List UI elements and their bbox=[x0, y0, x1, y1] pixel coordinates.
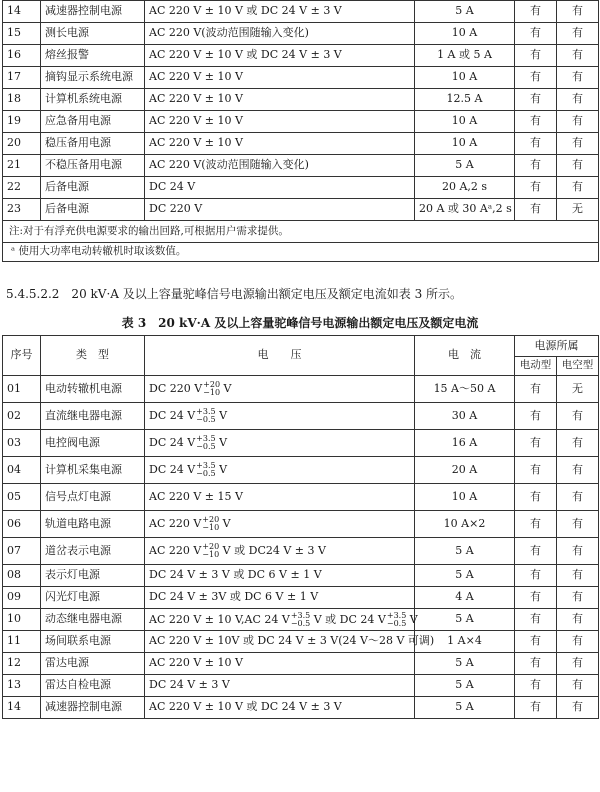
row-type: 减速器控制电源 bbox=[41, 697, 145, 719]
row-dian-dong: 有 bbox=[515, 484, 557, 511]
voltage-tolerance-upper: +3.5 bbox=[196, 461, 216, 470]
row-type: 电控阀电源 bbox=[41, 430, 145, 457]
row-current: 10 A bbox=[415, 23, 515, 45]
row-current: 20 A 或 30 Aᵃ,2 s bbox=[415, 199, 515, 221]
row-dian-kong: 有 bbox=[557, 538, 599, 565]
table-row bbox=[3, 565, 599, 587]
row-dian-kong: 有 bbox=[557, 587, 599, 609]
voltage-tail-2: V bbox=[406, 612, 418, 626]
voltage-tolerance-2 bbox=[387, 612, 406, 628]
table-continued bbox=[2, 0, 599, 262]
row-type: 计算机采集电源 bbox=[41, 457, 145, 484]
row-no: 12 bbox=[3, 653, 41, 675]
table-row bbox=[3, 199, 599, 221]
row-no: 13 bbox=[3, 675, 41, 697]
table-continued-body bbox=[3, 1, 599, 262]
table-row bbox=[3, 155, 599, 177]
row-current: 20 A bbox=[415, 457, 515, 484]
row-type: 计算机系统电源 bbox=[41, 89, 145, 111]
row-no: 02 bbox=[3, 403, 41, 430]
row-dian-kong: 有 bbox=[557, 675, 599, 697]
voltage-tolerance-2-lower: −0.5 bbox=[386, 618, 407, 628]
voltage-tolerance-upper: +3.5 bbox=[290, 610, 311, 620]
table-row bbox=[3, 697, 599, 719]
row-dian-dong: 有 bbox=[515, 155, 557, 177]
row-dian-kong: 有 bbox=[557, 631, 599, 653]
row-dian-kong: 有 bbox=[557, 457, 599, 484]
row-no: 14 bbox=[3, 697, 41, 719]
row-current: 4 A bbox=[415, 587, 515, 609]
row-dian-kong: 有 bbox=[557, 609, 599, 631]
row-dian-dong: 有 bbox=[515, 376, 557, 403]
table-row bbox=[3, 177, 599, 199]
table-footnote-row bbox=[3, 243, 599, 262]
row-voltage: AC 220 V ± 15 V bbox=[145, 484, 415, 511]
row-voltage: DC 24 V bbox=[145, 177, 415, 199]
voltage-tolerance-upper: +3.5 bbox=[196, 434, 216, 443]
table-row bbox=[3, 609, 599, 631]
row-type: 不稳压备用电源 bbox=[41, 155, 145, 177]
row-dian-dong: 有 bbox=[515, 89, 557, 111]
voltage-tolerance bbox=[202, 543, 219, 559]
row-voltage: AC 220 V(波动范围随输入变化) bbox=[145, 155, 415, 177]
header-type: 类 型 bbox=[41, 336, 145, 376]
row-current: 5 A bbox=[415, 675, 515, 697]
row-no: 04 bbox=[3, 457, 41, 484]
voltage-tolerance bbox=[196, 462, 215, 478]
row-current: 10 A bbox=[415, 67, 515, 89]
row-dian-dong: 有 bbox=[515, 587, 557, 609]
row-current: 15 A～50 A bbox=[415, 376, 515, 403]
voltage-tolerance-upper: +3.5 bbox=[196, 407, 216, 416]
row-no: 22 bbox=[3, 177, 41, 199]
row-dian-kong: 有 bbox=[557, 45, 599, 67]
row-current: 5 A bbox=[415, 155, 515, 177]
row-no: 09 bbox=[3, 587, 41, 609]
row-dian-dong: 有 bbox=[515, 199, 557, 221]
voltage-tolerance bbox=[196, 435, 215, 451]
row-voltage: AC 220 V ± 10V 或 DC 24 V ± 3 V(24 V～28 V 可调) bbox=[145, 631, 415, 653]
row-voltage: AC 220 V ± 10 V bbox=[145, 89, 415, 111]
header-no: 序号 bbox=[3, 336, 41, 376]
voltage-tail: V 或 DC 24 V bbox=[310, 612, 386, 626]
table-row bbox=[3, 133, 599, 155]
table-row bbox=[3, 538, 599, 565]
row-no: 17 bbox=[3, 67, 41, 89]
row-voltage bbox=[145, 538, 415, 565]
row-current: 20 A,2 s bbox=[415, 177, 515, 199]
header-current: 电 流 bbox=[415, 336, 515, 376]
row-dian-dong: 有 bbox=[515, 653, 557, 675]
row-no: 16 bbox=[3, 45, 41, 67]
table-3-body bbox=[3, 376, 599, 719]
row-type: 熔丝报警 bbox=[41, 45, 145, 67]
row-type: 场间联系电源 bbox=[41, 631, 145, 653]
table-3-header bbox=[3, 336, 599, 376]
row-type: 闪光灯电源 bbox=[41, 587, 145, 609]
row-type: 直流继电器电源 bbox=[41, 403, 145, 430]
table-3 bbox=[2, 335, 599, 719]
voltage-base: DC 220 V bbox=[149, 382, 203, 395]
row-type: 道岔表示电源 bbox=[41, 538, 145, 565]
row-type: 雷达自检电源 bbox=[41, 675, 145, 697]
row-no: 08 bbox=[3, 565, 41, 587]
row-dian-dong: 有 bbox=[515, 403, 557, 430]
row-no: 18 bbox=[3, 89, 41, 111]
voltage-tolerance bbox=[203, 381, 220, 397]
table-row bbox=[3, 376, 599, 403]
header-belong: 电源所属 bbox=[515, 336, 599, 357]
row-no: 19 bbox=[3, 111, 41, 133]
row-type: 表示灯电源 bbox=[41, 565, 145, 587]
row-voltage: AC 220 V ± 10 V 或 DC 24 V ± 3 V bbox=[145, 45, 415, 67]
row-dian-kong: 有 bbox=[557, 111, 599, 133]
row-dian-kong: 有 bbox=[557, 430, 599, 457]
table-footnote: ᵃ 使用大功率电动转辙机时取该数值。 bbox=[3, 243, 599, 262]
row-voltage bbox=[145, 376, 415, 403]
row-type: 摘钩显示系统电源 bbox=[41, 67, 145, 89]
row-type: 信号点灯电源 bbox=[41, 484, 145, 511]
voltage-tolerance-lower: −10 bbox=[202, 550, 220, 559]
row-dian-dong: 有 bbox=[515, 631, 557, 653]
table-note-row bbox=[3, 221, 599, 243]
table-row bbox=[3, 511, 599, 538]
voltage-tolerance-2-upper: +3.5 bbox=[386, 610, 407, 620]
row-dian-kong: 有 bbox=[557, 23, 599, 45]
table-caption: 表 3 20 kV·A 及以上容量驼峰信号电源输出额定电压及额定电流 bbox=[121, 316, 479, 330]
voltage-tolerance bbox=[291, 612, 310, 628]
row-type: 后备电源 bbox=[41, 199, 145, 221]
row-voltage bbox=[145, 609, 418, 631]
voltage-tolerance-lower: −0.5 bbox=[196, 469, 216, 478]
table-row bbox=[3, 587, 599, 609]
row-dian-kong: 有 bbox=[557, 653, 599, 675]
row-voltage: AC 220 V ± 10 V bbox=[145, 653, 415, 675]
row-type: 雷达电源 bbox=[41, 653, 145, 675]
row-no: 14 bbox=[3, 1, 41, 23]
row-voltage bbox=[145, 430, 415, 457]
row-dian-dong: 有 bbox=[515, 1, 557, 23]
row-current: 5 A bbox=[415, 538, 515, 565]
table-row bbox=[3, 484, 599, 511]
row-dian-kong: 有 bbox=[557, 89, 599, 111]
row-dian-dong: 有 bbox=[515, 45, 557, 67]
voltage-tolerance-upper: +20 bbox=[202, 515, 220, 524]
row-voltage bbox=[145, 457, 415, 484]
row-dian-dong: 有 bbox=[515, 133, 557, 155]
voltage-tolerance-upper: +20 bbox=[203, 380, 221, 389]
table-row bbox=[3, 653, 599, 675]
row-voltage: AC 220 V ± 10 V 或 DC 24 V ± 3 V bbox=[145, 1, 415, 23]
row-voltage: AC 220 V ± 10 V bbox=[145, 111, 415, 133]
table-row bbox=[3, 23, 599, 45]
voltage-tail: V bbox=[219, 517, 231, 530]
table-row bbox=[3, 1, 599, 23]
row-dian-kong: 有 bbox=[557, 67, 599, 89]
row-voltage: AC 220 V(波动范围随输入变化) bbox=[145, 23, 415, 45]
voltage-tolerance-lower: −0.5 bbox=[196, 442, 216, 451]
row-current: 5 A bbox=[415, 565, 515, 587]
table-row bbox=[3, 675, 599, 697]
row-type: 稳压备用电源 bbox=[41, 133, 145, 155]
row-dian-kong: 有 bbox=[557, 155, 599, 177]
row-dian-kong: 有 bbox=[557, 565, 599, 587]
section-paragraph: 5.4.5.2.2 20 kV·A 及以上容量驼峰信号电源输出额定电压及额定电流如表 3 所示。 bbox=[6, 287, 463, 301]
row-no: 10 bbox=[3, 609, 41, 631]
voltage-tail: V 或 DC24 V ± 3 V bbox=[219, 544, 326, 557]
row-current: 5 A bbox=[415, 697, 515, 719]
voltage-tolerance bbox=[196, 408, 215, 424]
row-dian-dong: 有 bbox=[515, 609, 557, 631]
voltage-tolerance-lower: −10 bbox=[203, 388, 221, 397]
row-current: 30 A bbox=[415, 403, 515, 430]
row-dian-kong: 有 bbox=[557, 484, 599, 511]
voltage-tolerance-lower: −0.5 bbox=[196, 415, 216, 424]
voltage-tail: V bbox=[220, 382, 232, 395]
row-no: 01 bbox=[3, 376, 41, 403]
row-no: 11 bbox=[3, 631, 41, 653]
row-voltage: DC 24 V ± 3 V 或 DC 6 V ± 1 V bbox=[145, 565, 415, 587]
row-voltage bbox=[145, 403, 415, 430]
row-dian-dong: 有 bbox=[515, 538, 557, 565]
voltage-base: DC 24 V bbox=[149, 463, 196, 476]
row-current: 10 A×2 bbox=[415, 511, 515, 538]
table-row bbox=[3, 111, 599, 133]
row-dian-kong: 有 bbox=[557, 177, 599, 199]
row-no: 23 bbox=[3, 199, 41, 221]
row-voltage: AC 220 V ± 10 V 或 DC 24 V ± 3 V bbox=[145, 697, 415, 719]
voltage-base: DC 24 V bbox=[149, 409, 196, 422]
voltage-tolerance-upper: +20 bbox=[202, 542, 220, 551]
row-current: 5 A bbox=[415, 1, 515, 23]
header-dian-dong: 电动型 bbox=[515, 357, 557, 376]
table-row bbox=[3, 403, 599, 430]
voltage-tail: V bbox=[215, 463, 228, 476]
row-current: 10 A bbox=[415, 111, 515, 133]
row-current: 1 A 或 5 A bbox=[415, 45, 515, 67]
row-dian-dong: 有 bbox=[515, 675, 557, 697]
table-row bbox=[3, 631, 599, 653]
voltage-base: AC 220 V bbox=[149, 544, 202, 557]
row-current: 12.5 A bbox=[415, 89, 515, 111]
row-current: 1 A×4 bbox=[415, 631, 515, 653]
row-type: 电动转辙机电源 bbox=[41, 376, 145, 403]
row-current: 5 A bbox=[415, 653, 515, 675]
table-row bbox=[3, 457, 599, 484]
row-type: 动态继电器电源 bbox=[41, 609, 145, 631]
table-row bbox=[3, 89, 599, 111]
row-dian-kong: 有 bbox=[557, 403, 599, 430]
row-voltage: DC 24 V ± 3 V bbox=[145, 675, 415, 697]
row-current: 10 A bbox=[415, 484, 515, 511]
row-no: 21 bbox=[3, 155, 41, 177]
table-row bbox=[3, 45, 599, 67]
row-dian-kong: 无 bbox=[557, 376, 599, 403]
voltage-tolerance-lower: −0.5 bbox=[290, 618, 311, 628]
row-dian-dong: 有 bbox=[515, 457, 557, 484]
header-dian-kong: 电空型 bbox=[557, 357, 599, 376]
row-dian-kong: 有 bbox=[557, 511, 599, 538]
row-current: 10 A bbox=[415, 133, 515, 155]
voltage-tail: V bbox=[215, 436, 228, 449]
row-dian-dong: 有 bbox=[515, 697, 557, 719]
voltage-base: AC 220 V bbox=[149, 517, 202, 530]
row-type: 测长电源 bbox=[41, 23, 145, 45]
row-type: 后备电源 bbox=[41, 177, 145, 199]
voltage-tolerance bbox=[202, 516, 219, 532]
row-type: 应急备用电源 bbox=[41, 111, 145, 133]
row-no: 06 bbox=[3, 511, 41, 538]
row-dian-kong: 无 bbox=[557, 199, 599, 221]
row-type: 轨道电路电源 bbox=[41, 511, 145, 538]
row-voltage: DC 24 V ± 3V 或 DC 6 V ± 1 V bbox=[145, 587, 415, 609]
voltage-tail: V bbox=[215, 409, 228, 422]
row-no: 20 bbox=[3, 133, 41, 155]
row-dian-dong: 有 bbox=[515, 565, 557, 587]
row-no: 05 bbox=[3, 484, 41, 511]
voltage-tolerance-lower: −10 bbox=[202, 523, 220, 532]
row-dian-dong: 有 bbox=[515, 111, 557, 133]
row-dian-dong: 有 bbox=[515, 23, 557, 45]
row-no: 03 bbox=[3, 430, 41, 457]
row-current: 5 A bbox=[415, 609, 515, 631]
row-current: 16 A bbox=[415, 430, 515, 457]
row-dian-dong: 有 bbox=[515, 177, 557, 199]
row-no: 15 bbox=[3, 23, 41, 45]
row-dian-kong: 有 bbox=[557, 697, 599, 719]
row-dian-kong: 有 bbox=[557, 133, 599, 155]
row-voltage bbox=[145, 511, 415, 538]
row-voltage: AC 220 V ± 10 V bbox=[145, 133, 415, 155]
table-row bbox=[3, 430, 599, 457]
header-voltage: 电 压 bbox=[145, 336, 415, 376]
voltage-base: AC 220 V ± 10 V,AC 24 V bbox=[149, 612, 290, 626]
row-dian-kong: 有 bbox=[557, 1, 599, 23]
table-note: 注:对于有浮充供电源要求的输出回路,可根据用户需求提供。 bbox=[3, 221, 599, 243]
row-dian-dong: 有 bbox=[515, 430, 557, 457]
row-no: 07 bbox=[3, 538, 41, 565]
row-type: 减速器控制电源 bbox=[41, 1, 145, 23]
row-voltage: AC 220 V ± 10 V bbox=[145, 67, 415, 89]
row-dian-dong: 有 bbox=[515, 511, 557, 538]
table-row bbox=[3, 67, 599, 89]
row-dian-dong: 有 bbox=[515, 67, 557, 89]
voltage-base: DC 24 V bbox=[149, 436, 196, 449]
row-voltage: DC 220 V bbox=[145, 199, 415, 221]
